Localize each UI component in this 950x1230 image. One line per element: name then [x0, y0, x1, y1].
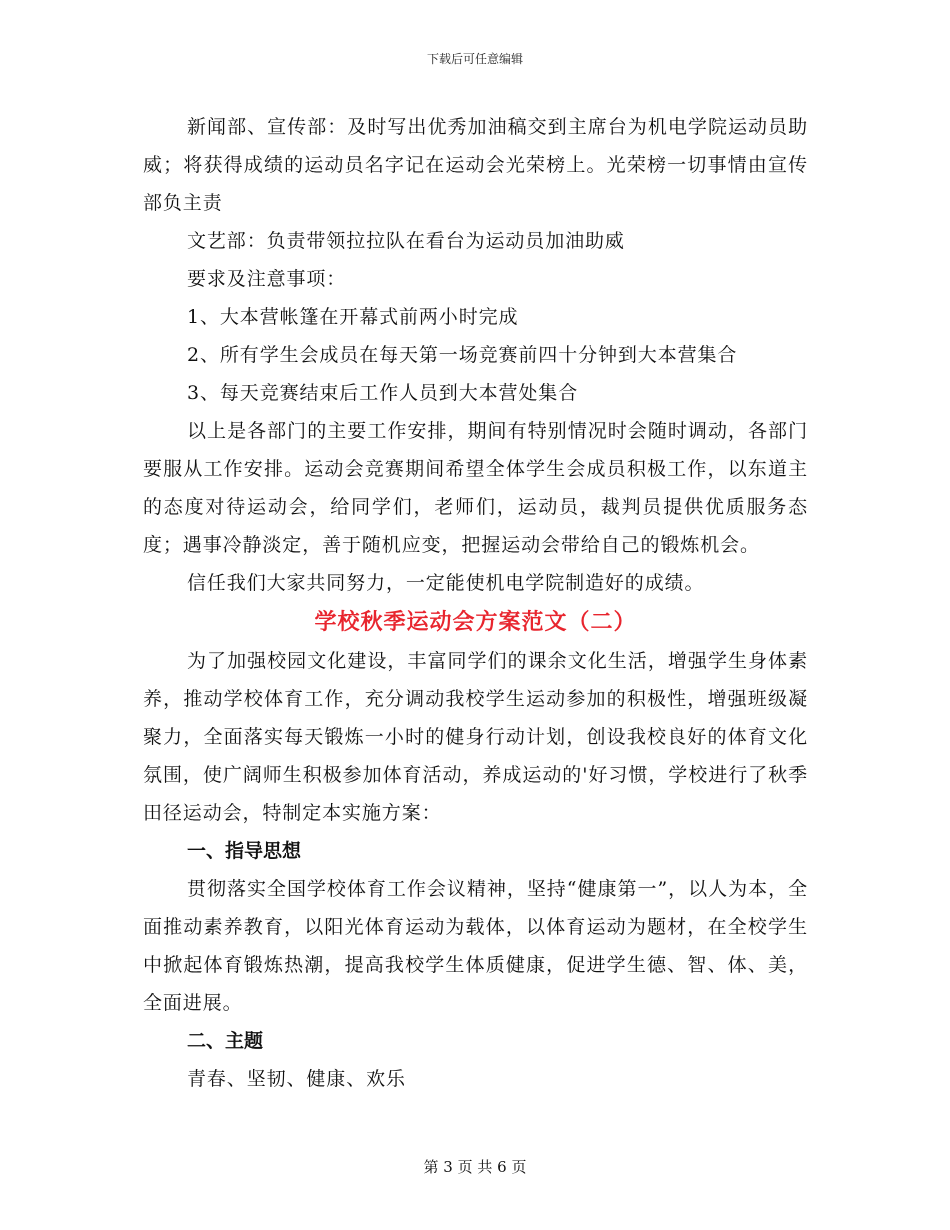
section-title: 学校秋季运动会方案范文（二）	[314, 609, 637, 635]
heading-theme: 二、主题	[187, 1030, 264, 1052]
paragraph-arts-department: 文艺部：负责带领拉拉队在看台为运动员加油助威	[187, 230, 625, 252]
paragraph-intro: 为了加强校园文化建设，丰富同学们的课余文化生活，增强学生身体素养，推动学校体育工作，充分调动我校学生运动参加的积极性，增强班级凝聚力，全面落实每天锻炼一小时的健身行动计划，创设我校良好的体育文化氛围，使广阔师生积极参加体育活动，养成运动的'好习惯，学校进行了秋季田径运动会，特制定本实施方案：	[143, 650, 808, 824]
paragraph-news-department: 新闻部、宣传部：及时写出优秀加油稿交到主席台为机电学院运动员助威；将获得成绩的运动员名字记在运动会光荣榜上。光荣榜一切事情由宣传部负主责	[143, 116, 808, 214]
list-item-1: 1、大本营帐篷在开幕式前两小时完成	[187, 306, 519, 328]
list-item-2: 2、所有学生会成员在每天第一场竞赛前四十分钟到大本营集合	[187, 344, 738, 366]
page-header: 下载后可任意编辑	[426, 52, 523, 66]
paragraph-closing: 信任我们大家共同努力，一定能使机电学院制造好的成绩。	[187, 572, 705, 594]
heading-guiding-ideology: 一、指导思想	[187, 840, 302, 862]
paragraph-theme: 青春、坚韧、健康、欢乐	[187, 1068, 406, 1090]
document-body	[143, 108, 808, 1098]
list-item-3: 3、每天竞赛结束后工作人员到大本营处集合	[187, 382, 579, 404]
paragraph-guiding-ideology: 贯彻落实全国学校体育工作会议精神，坚持“健康第一”，以人为本，全面推动素养教育，以阳光体育运动为载体，以体育运动为题材，在全校学生中掀起体育锻炼热潮，提高我校学生体质健康，促进学生德、智、体、美，全面进展。	[143, 878, 808, 1014]
paragraph-requirements-label: 要求及注意事项：	[187, 268, 347, 290]
paragraph-summary: 以上是各部门的主要工作安排，期间有特别情况时会随时调动，各部门要服从工作安排。运动会竞赛期间希望全体学生会成员积极工作，以东道主的态度对待运动会，给同学们，老师们，运动员，裁判员提供优质服务态度；遇事冷静淡定，善于随机应变，把握运动会带给自己的锻炼机会。	[143, 420, 808, 556]
page-footer: 第 3 页 共 6 页	[423, 1158, 527, 1176]
